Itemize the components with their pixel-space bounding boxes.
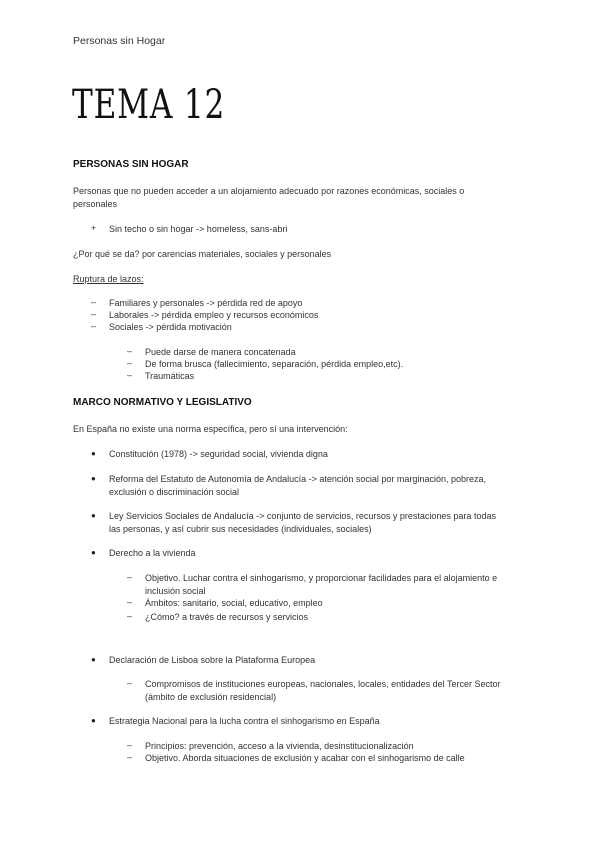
why-text: ¿Por qué se da? por carencias materiales, sociales y personales (73, 249, 332, 259)
dash-bullet: – (91, 309, 97, 319)
dash-bullet: – (91, 297, 97, 307)
bullet-dot: ● (91, 474, 96, 483)
sub-list-item: Traumáticas (145, 371, 195, 381)
sub-list-item: Objetivo. Luchar contra el sinhogarismo, y proporcionar facilidades para el alojamiento e (145, 573, 498, 583)
bullet-dot: ● (91, 655, 96, 664)
dash-bullet: – (91, 321, 97, 331)
section2-intro: En España no existe una norma específica, pero sí una intervención: (73, 424, 348, 434)
sub-list-item: Ámbitos: sanitario, social, educativo, empleo (145, 598, 323, 608)
list-item: Familiares y personales -> pérdida red de apoyo (109, 298, 303, 308)
plus-item: Sin techo o sin hogar -> homeless, sans-abri (109, 224, 288, 234)
bullet-item: Declaración de Lisboa sobre la Plataforma Europea (109, 655, 316, 665)
bullet-item: Derecho a la vivienda (109, 548, 196, 558)
dash-bullet: – (127, 611, 133, 621)
bullet-dot: ● (91, 716, 96, 725)
bullet-item-cont: las personas, y así cubrir sus necesidades (individuales, sociales) (109, 524, 372, 534)
section-heading-personas: PERSONAS SIN HOGAR (73, 159, 189, 170)
sub-list-item: De forma brusca (fallecimiento, separación, pérdida empleo,etc). (145, 359, 404, 369)
list-item: Sociales -> pérdida motivación (109, 322, 232, 332)
list-item: Laborales -> pérdida empleo y recursos económicos (109, 310, 319, 320)
dash-bullet: – (127, 572, 133, 582)
dash-bullet: – (127, 678, 133, 688)
bullet-item: Estrategia Nacional para la lucha contra el sinhogarismo en España (109, 716, 380, 726)
intro-line-2: personales (73, 199, 118, 209)
sub-list-item: Principios: prevención, acceso a la vivienda, desinstitucionalización (145, 741, 414, 751)
sub-list-item-cont: inclusión social (145, 586, 206, 596)
bullet-dot: ● (91, 548, 96, 557)
bullet-dot: ● (91, 449, 96, 458)
bullet-item-cont: exclusión o discriminación social (109, 487, 240, 497)
sub-list-item: Objetivo. Aborda situaciones de exclusión y acabar con el sinhogarismo de calle (145, 753, 465, 763)
bullet-item: Reforma del Estatuto de Autonomía de Andalucía -> atención social por marginación, pobreza, (109, 474, 486, 484)
bullet-item: Ley Servicios Sociales de Andalucía -> conjunto de servicios, recursos y prestaciones para todas (109, 511, 496, 521)
dash-bullet: – (127, 752, 133, 762)
page-header: Personas sin Hogar (73, 35, 166, 47)
dash-bullet: – (127, 597, 133, 607)
sub-list-item: Compromisos de instituciones europeas, nacionales, locales, entidades del Tercer Sector (145, 679, 501, 689)
section-heading-marco: MARCO NORMATIVO Y LEGISLATIVO (73, 397, 252, 408)
bullet-item: Constitución (1978) -> seguridad social, vivienda digna (109, 449, 328, 459)
ruptura-label: Ruptura de lazos: (73, 274, 144, 284)
bullet-dot: ● (91, 511, 96, 520)
sub-list-item: ¿Cómo? a través de recursos y servicios (145, 612, 309, 622)
dash-bullet: – (127, 740, 133, 750)
plus-bullet: + (91, 223, 97, 233)
sub-list-item-cont: (ámbito de exclusión residencial) (145, 692, 277, 702)
dash-bullet: – (127, 370, 133, 380)
sub-list-item: Puede darse de manera concatenada (145, 347, 296, 357)
intro-line-1: Personas que no pueden acceder a un alojamiento adecuado por razones económicas, sociales o (73, 186, 465, 196)
dash-bullet: – (127, 358, 133, 368)
dash-bullet: – (127, 346, 133, 356)
page-title: TEMA 12 (72, 82, 226, 128)
